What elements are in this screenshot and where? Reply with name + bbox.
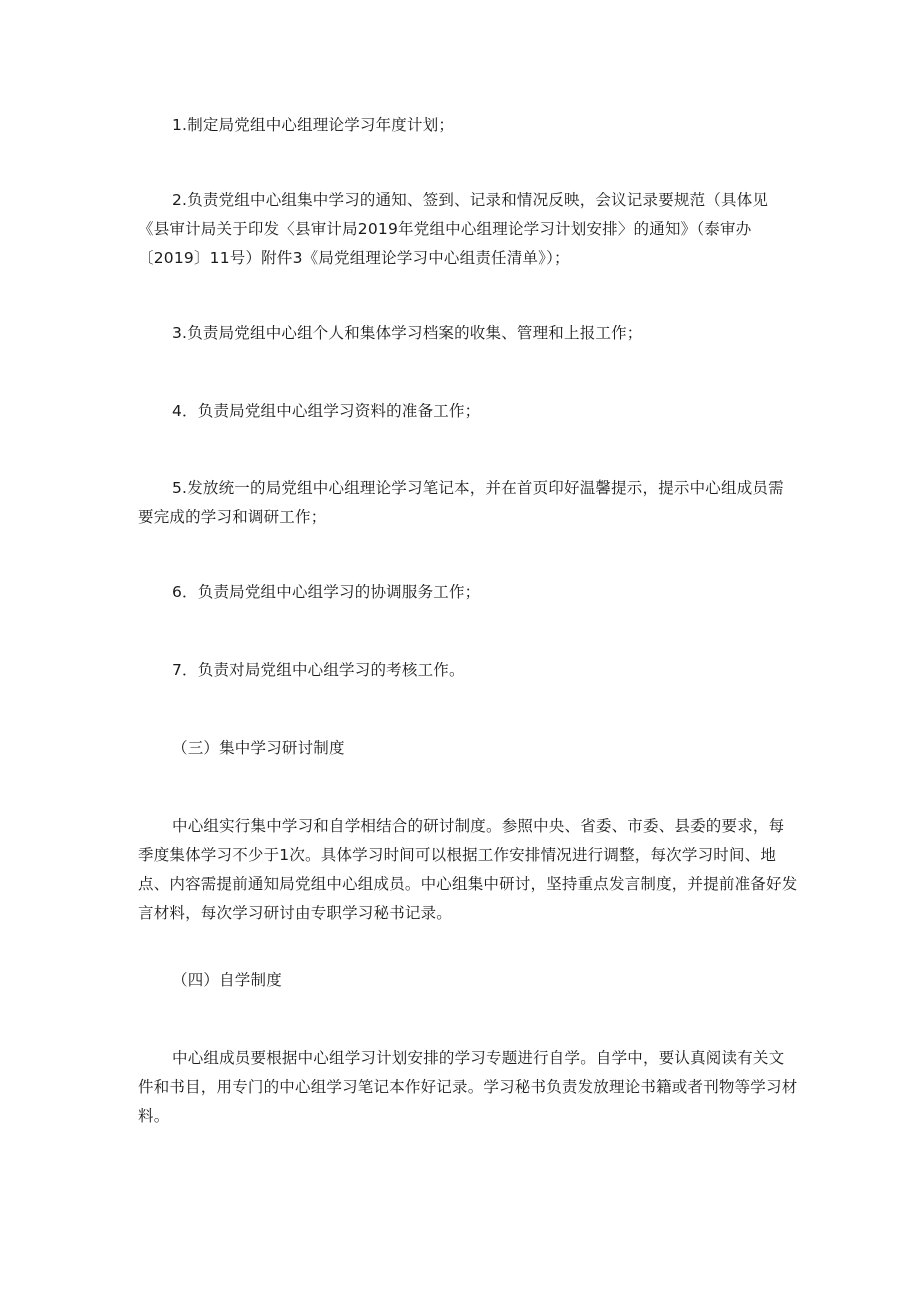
paragraph-self-study: 中心组成员要根据中心组学习计划安排的学习专题进行自学。自学中，要认真阅读有关文件和书目，用专门的中心组学习笔记本作好记录。学习秘书负责发放理论书籍或者刊物等学习材料。: [138, 1049, 798, 1125]
paragraph-item-2: 2.负责党组中心组集中学习的通知、签到、记录和情况反映，会议记录要规范（具体见《县审计局关于印发〈县审计局2019年党组中心组理论学习计划安排〉的通知》（泰审办〔2019〕11号）附件3《局党组理论学习中心组责任清单》）；: [138, 191, 769, 267]
section-heading-4: （四）自学制度: [172, 971, 282, 989]
paragraph-item-6: 6．负责局党组中心组学习的协调服务工作；: [172, 583, 481, 601]
paragraph-item-7: 7．负责对局党组中心组学习的考核工作。: [172, 661, 465, 679]
section-heading-3: （三）集中学习研讨制度: [172, 739, 345, 757]
paragraph-item-1: 1.制定局党组中心组理论学习年度计划；: [172, 116, 455, 134]
paragraph-item-4: 4．负责局党组中心组学习资料的准备工作；: [172, 402, 481, 420]
paragraph-item-3: 3.负责局党组中心组个人和集体学习档案的收集、管理和上报工作；: [172, 324, 643, 342]
paragraph-item-5: 5.发放统一的局党组中心组理论学习笔记本，并在首页印好温馨提示，提示中心组成员需要完成的学习和调研工作；: [138, 479, 784, 526]
paragraph-study-system: 中心组实行集中学习和自学相结合的研讨制度。参照中央、省委、市委、县委的要求，每季度集体学习不少于1次。具体学习时间可以根据工作安排情况进行调整，每次学习时间、地点、内容需提前通知局党组中心组成员。中心组集中研讨，坚持重点发言制度，并提前准备好发言材料，每次学习研讨由专职学习秘书记录。: [138, 817, 798, 922]
